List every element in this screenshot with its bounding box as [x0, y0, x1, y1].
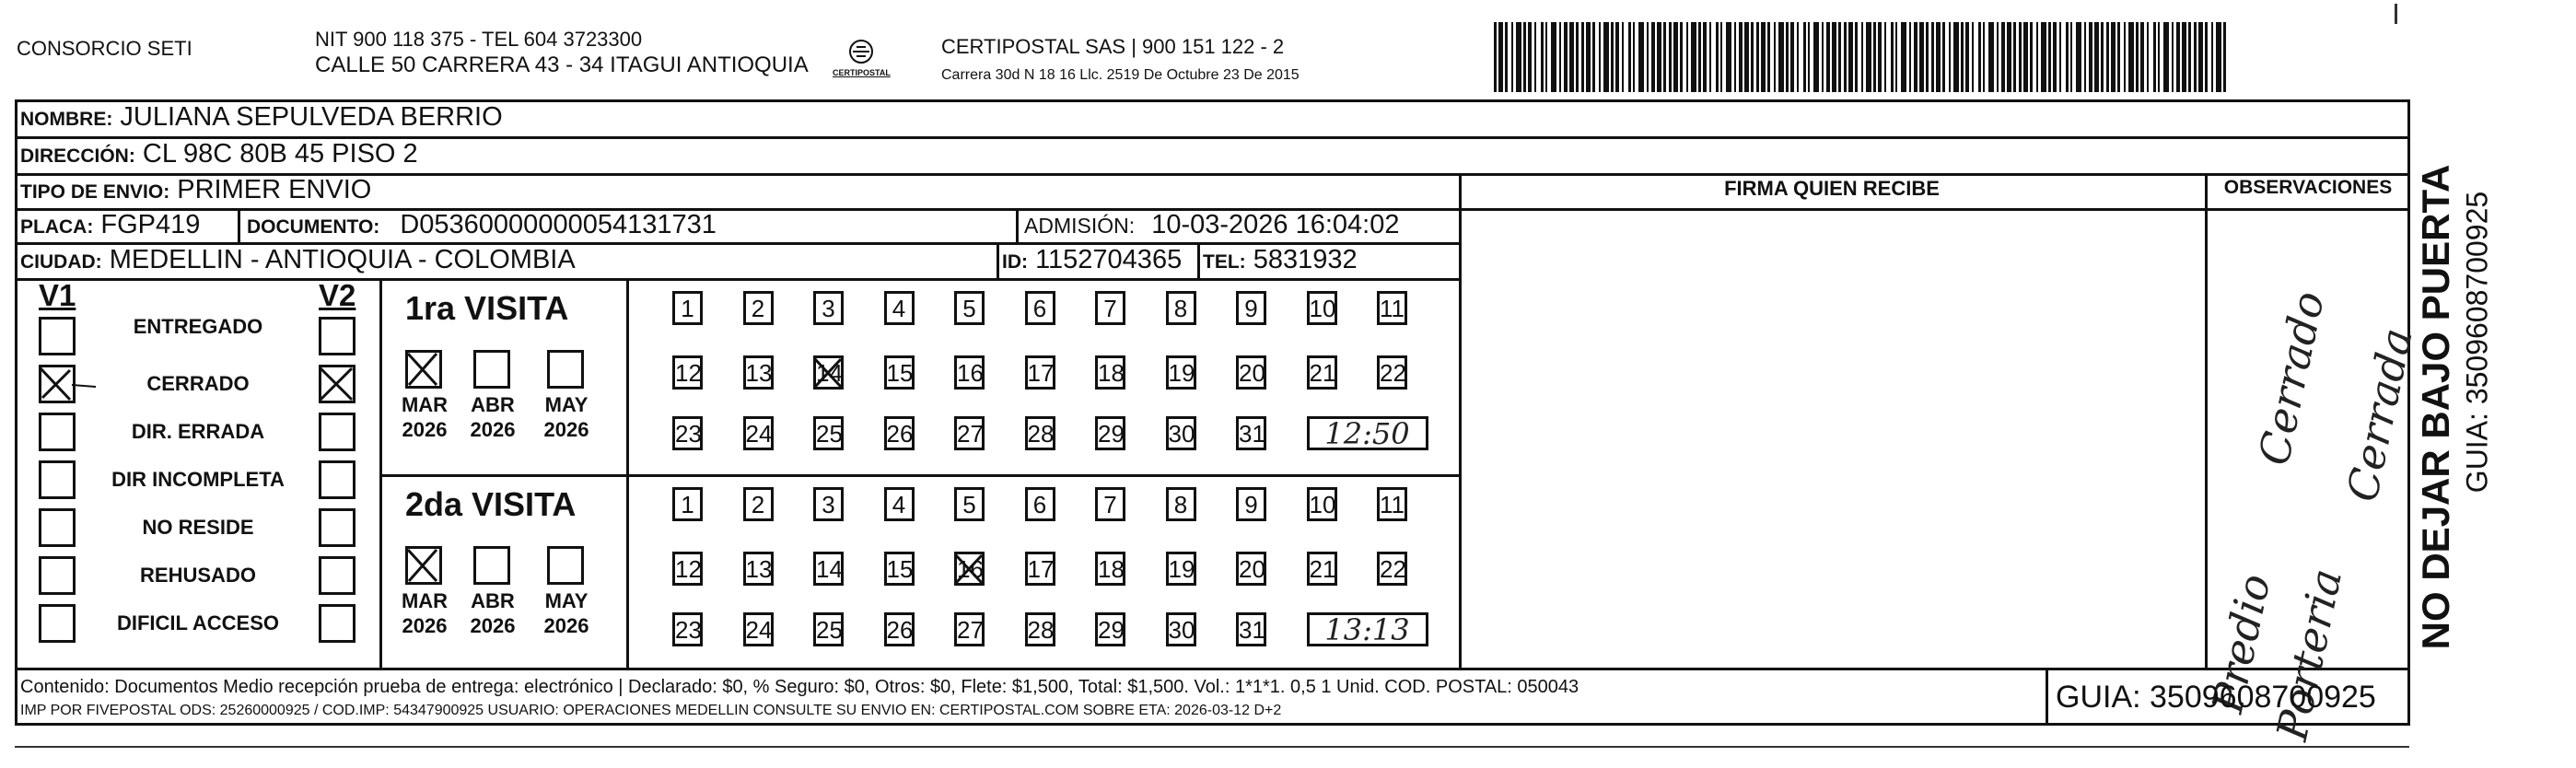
visit1-day-box[interactable]: 30: [1166, 416, 1196, 450]
visit2-day-box[interactable]: 14: [813, 552, 844, 586]
visit1-day-box[interactable]: 31: [1236, 416, 1266, 450]
visit1-day-box[interactable]: 20: [1236, 355, 1266, 390]
visit2-day-box[interactable]: 6: [1025, 487, 1055, 521]
month-year: 2026: [470, 614, 516, 637]
visit2-day-box[interactable]: 22: [1377, 552, 1407, 586]
visit1-day-box[interactable]: 24: [743, 416, 774, 450]
status-label: NO RESIDE: [142, 516, 254, 539]
plate-divider: [238, 208, 240, 245]
no-dejar-bajo-puerta: NO DEJAR BAJO PUERTA: [2414, 164, 2457, 650]
license-line: Carrera 30d N 18 16 Llc. 2519 De Octubre 23 De 2015: [941, 67, 1300, 83]
visit2-day-box[interactable]: 31: [1236, 612, 1266, 646]
visit1-day-check-mark: [810, 355, 865, 392]
observations-left-border: [2205, 173, 2208, 670]
ship-type-label: TIPO DE ENVIO:: [20, 181, 170, 203]
handwriting-line: Cerrada: [2337, 323, 2422, 506]
v1-checkbox[interactable]: [39, 556, 76, 595]
v2-checkbox[interactable]: [319, 413, 356, 451]
handwriting-line: Predio: [2202, 569, 2280, 717]
document-label: DOCUMENTO:: [247, 216, 380, 238]
plate: FGP419: [100, 210, 201, 239]
visit2-month-label: [460, 588, 525, 638]
plate-label: PLACA:: [20, 216, 94, 238]
visit2-day-box[interactable]: 8: [1166, 487, 1196, 521]
visit2-day-box[interactable]: 19: [1166, 552, 1196, 586]
month-name: MAR: [401, 393, 449, 416]
scan-edge-line: [15, 746, 2409, 748]
visit1-day-box[interactable]: 16: [954, 355, 985, 390]
visit2-day-box[interactable]: 26: [884, 612, 915, 646]
footer-imp-line: IMP POR FIVEPOSTAL ODS: 25260000925 / COD.IMP: 54347900925 USUARIO: OPERACIONES MEDELLIN CONSULTE SU ENVIO EN: CERTIPOSTAL.COM SOBRE ETA: 2026-03-12 D+2: [20, 703, 1282, 718]
visit2-day-box[interactable]: 2: [743, 487, 774, 521]
visit2-day-box[interactable]: 24: [743, 612, 774, 646]
address-label: DIRECCIÓN:: [20, 145, 135, 167]
visit1-title: 1ra VISITA: [405, 289, 569, 327]
visit1-month-check-mark: [403, 348, 468, 390]
month-name: ABR: [471, 589, 515, 612]
visit1-month-label: [392, 392, 457, 442]
visit1-day-box[interactable]: 28: [1025, 416, 1055, 450]
visit1-day-box[interactable]: 1: [672, 291, 703, 325]
visit1-month-label: [460, 392, 525, 442]
visit2-day-box[interactable]: 18: [1095, 552, 1125, 586]
observations-header: OBSERVACIONES: [2223, 177, 2393, 198]
visit1-day-box[interactable]: 6: [1025, 291, 1055, 325]
status-label: CERRADO: [146, 372, 250, 395]
side-notice: [2413, 99, 2494, 726]
visit2-day-box[interactable]: 3: [813, 487, 844, 521]
visit1-day-box[interactable]: 12: [672, 355, 703, 390]
city-row: [20, 245, 576, 275]
company-name: CONSORCIO SETI: [17, 37, 192, 60]
visit2-time-box[interactable]: 13:13: [1307, 612, 1428, 646]
visit1-day-box[interactable]: 29: [1095, 416, 1125, 450]
visit2-month-check-mark: [403, 544, 468, 587]
visit1-day-box[interactable]: 27: [954, 416, 985, 450]
visit1-day-box[interactable]: 18: [1095, 355, 1125, 390]
frame-left: [15, 99, 17, 726]
month-year: 2026: [402, 418, 448, 441]
signature-header: FIRMA QUIEN RECIBE: [1724, 177, 1940, 200]
visit1-day-box[interactable]: 4: [884, 291, 915, 325]
visit1-time-box[interactable]: 12:50: [1307, 416, 1428, 450]
month-year: 2026: [402, 614, 448, 637]
visit2-day-box[interactable]: 23: [672, 612, 703, 646]
visit1-day-box[interactable]: 5: [954, 291, 985, 325]
visit2-day-box[interactable]: 5: [954, 487, 985, 521]
visit2-day-box[interactable]: 15: [884, 552, 915, 586]
visit1-day-box[interactable]: 13: [743, 355, 774, 390]
visit1-day-box[interactable]: 10: [1307, 291, 1337, 325]
visit2-day-box[interactable]: 10: [1307, 487, 1337, 521]
visit2-day-box[interactable]: 27: [954, 612, 985, 646]
document-row: [247, 210, 717, 240]
id-label: ID:: [1002, 251, 1028, 273]
visit2-month-label: [534, 588, 599, 638]
visit2-day-box[interactable]: 30: [1166, 612, 1196, 646]
visit1-day-box[interactable]: 19: [1166, 355, 1196, 390]
visit1-month-checkbox[interactable]: [547, 350, 584, 389]
id-row: [1002, 245, 1182, 275]
v1-check-mark: [37, 365, 111, 405]
visit1-day-box[interactable]: 9: [1236, 291, 1266, 325]
name-row: [20, 102, 503, 133]
visit1-day-box[interactable]: 22: [1377, 355, 1407, 390]
recipient-name: JULIANA SEPULVEDA BERRIO: [120, 102, 503, 132]
nit-line: NIT 900 118 375 - TEL 604 3723300: [315, 28, 643, 51]
certipostal-line: CERTIPOSTAL SAS | 900 151 122 - 2: [941, 35, 1285, 58]
address-line: CALLE 50 CARRERA 43 - 34 ITAGUI ANTIOQUIA: [315, 52, 809, 77]
admission-label: ADMISIÓN:: [1024, 214, 1136, 238]
v2-checkbox[interactable]: [319, 508, 356, 547]
status-label: REHUSADO: [140, 564, 256, 587]
visit1-day-box[interactable]: 23: [672, 416, 703, 450]
visit2-day-box[interactable]: 13: [743, 552, 774, 586]
barcode: [1494, 22, 2226, 92]
visit1-day-box[interactable]: 21: [1307, 355, 1337, 390]
month-year: 2026: [470, 418, 516, 441]
visit1-day-box[interactable]: 8: [1166, 291, 1196, 325]
visit2-month-label: [392, 588, 457, 638]
admission-row: [1024, 210, 1399, 240]
visit1-day-box[interactable]: 25: [813, 416, 844, 450]
v1-checkbox[interactable]: [39, 413, 76, 451]
visit1-day-box[interactable]: 17: [1025, 355, 1055, 390]
visit2-day-box[interactable]: 7: [1095, 487, 1125, 521]
month-name: MAR: [401, 589, 449, 612]
city-label: CIUDAD:: [20, 251, 102, 273]
visit2-day-box[interactable]: 11: [1377, 487, 1407, 521]
id-divider: [997, 242, 999, 279]
handwriting-line: Cerrado: [2248, 286, 2335, 470]
visit2-day-box[interactable]: 16: [954, 552, 985, 586]
handwriting-line: Porteria: [2267, 564, 2352, 745]
footer-guia: GUIA: 3509608700925: [2056, 680, 2376, 715]
month-year: 2026: [543, 614, 589, 637]
id: 1152704365: [1035, 245, 1183, 274]
status-label: DIR INCOMPLETA: [111, 468, 285, 491]
status-label: ENTREGADO: [133, 315, 263, 338]
status-label: DIR. ERRADA: [131, 420, 265, 443]
month-year: 2026: [543, 418, 589, 441]
recipient-address: CL 98C 80B 45 PISO 2: [142, 139, 418, 169]
frame-right: [2407, 99, 2410, 726]
signature-left-border: [1459, 173, 1462, 670]
v1-checkbox[interactable]: [39, 508, 76, 547]
status-label: DIFICIL ACCESO: [116, 611, 279, 634]
visit1-day-box[interactable]: 2: [743, 291, 774, 325]
side-guia: GUIA: 3509608700925: [2460, 191, 2494, 494]
visit2-title: 2da VISITA: [405, 485, 577, 523]
tel: 5831932: [1253, 245, 1358, 274]
visit1-day-box[interactable]: 7: [1095, 291, 1125, 325]
admission-divider: [1016, 208, 1019, 245]
row-divider: [15, 173, 2409, 176]
city: MEDELLIN - ANTIOQUIA - COLOMBIA: [109, 245, 576, 274]
visit1-day-box[interactable]: 15: [884, 355, 915, 390]
visit2-day-box[interactable]: 20: [1236, 552, 1266, 586]
certipostal-logo: [829, 37, 893, 83]
visit2-day-box[interactable]: 21: [1307, 552, 1337, 586]
edge-mark: [2395, 4, 2397, 24]
visit2-month-checkbox[interactable]: [547, 546, 584, 585]
v2-checkbox[interactable]: [319, 556, 356, 595]
ship-type: PRIMER ENVIO: [177, 175, 372, 204]
footer-guia-divider: [2046, 668, 2048, 725]
visit-separator: [379, 474, 1461, 477]
month-name: ABR: [471, 393, 515, 416]
visit2-day-box[interactable]: 29: [1095, 612, 1125, 646]
visit2-day-box[interactable]: 28: [1025, 612, 1055, 646]
plate-row: [20, 210, 200, 240]
visit2-day-box[interactable]: 12: [672, 552, 703, 586]
admission: 10-03-2026 16:04:02: [1151, 210, 1400, 239]
v1-checkbox[interactable]: [39, 460, 76, 499]
row-divider: [15, 278, 1461, 281]
month-name: MAY: [544, 393, 589, 416]
visit1-month-label: [534, 392, 599, 442]
row-divider: [15, 668, 2409, 670]
tel-row: [1203, 245, 1358, 275]
tel-label: TEL:: [1203, 251, 1246, 273]
ship-type-row: [20, 175, 371, 205]
v2-checkbox[interactable]: [319, 460, 356, 499]
visit2-day-box[interactable]: 17: [1025, 552, 1055, 586]
v2-check-mark: [317, 365, 357, 405]
logo-text: CERTIPOSTAL: [833, 68, 891, 77]
visit2-day-box[interactable]: 1: [672, 487, 703, 521]
frame-bottom: [15, 723, 2409, 726]
visit1-day-box[interactable]: 14: [813, 355, 844, 390]
v1-checkbox[interactable]: [39, 604, 76, 643]
name-label: NOMBRE:: [20, 109, 113, 130]
visit2-day-box[interactable]: 4: [884, 487, 915, 521]
document: D05360000000054131731: [400, 210, 717, 239]
v2-checkbox[interactable]: [319, 604, 356, 643]
month-name: MAY: [544, 589, 589, 612]
visit1-day-box[interactable]: 26: [884, 416, 915, 450]
v1-label: V1: [39, 278, 76, 312]
visit2-day-box[interactable]: 25: [813, 612, 844, 646]
address-row: [20, 139, 418, 169]
footer-content-line: Contenido: Documentos Medio recepción prueba de entrega: electrónico | Declarado: $0, % Seguro: $0, Otros: $0, Flete: $1,500, Total: $1,500. Vol.: 1*1*1. 0,5 1 Unid. COD. POSTAL: 050043: [20, 677, 1579, 697]
tel-divider: [1197, 242, 1200, 279]
visit1-day-box[interactable]: 3: [813, 291, 844, 325]
visit1-month-checkbox[interactable]: [473, 350, 510, 389]
visit1-day-box[interactable]: 11: [1377, 291, 1407, 325]
v1-checkbox[interactable]: [39, 317, 76, 355]
v2-label: V2: [319, 278, 356, 312]
visit2-day-check-mark: [950, 552, 1006, 588]
visit2-day-box[interactable]: 9: [1236, 487, 1266, 521]
visit2-month-checkbox[interactable]: [473, 546, 510, 585]
v2-checkbox[interactable]: [319, 317, 356, 355]
